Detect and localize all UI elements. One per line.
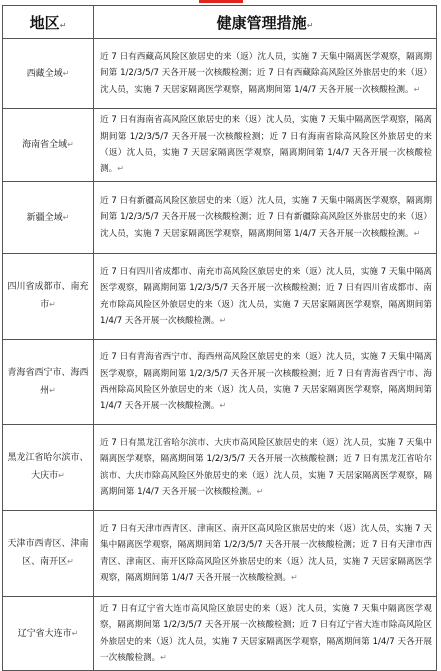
health-measures-table: [2, 5, 437, 671]
region-cell: 天津市西青区、津南区、南开区↵: [3, 511, 94, 597]
region-cell: 青海省西宁市、海西州↵: [3, 340, 94, 425]
region-column-header: 地区↵: [3, 6, 94, 39]
measures-cell: 近 7 日有四川省成都市、南充市高风险区旅居史的来（返）沈人员，实施 7 天集中隔离医学观察，隔离期间第 1/2/3/5/7 天各开展一次核酸检测；近 7 日有四川省成都市、南充市除高风险区外旅居史的来（返）沈人员，实施 7 天居家隔离医学观察，隔离期间第 1/4/7 天各开展一次核酸检测。↵: [94, 254, 437, 340]
measures-cell: 近 7 日有新疆高风险区旅居史的来（返）沈人员，实施 7 天集中隔离医学观察，隔离期间第 1/2/3/5/7 天各开展一次核酸检测；近 7 日有新疆除高风险区外旅居史的来（返）沈人员，实施 7 天居家隔离医学观察，隔离期间第 1/4/7 天各开展一次核酸检测。↵: [94, 182, 437, 254]
table-row: [3, 340, 437, 425]
measures-cell: 近 7 日有天津市西青区、津南区、南开区高风险区旅居史的来（返）沈人员，实施 7 天集中隔离医学观察，隔离期间第 1/2/3/5/7 天各开展一次核酸检测；近 7 日有天津市西青区、津南区、南开区除高风险区外旅居史的来（返）沈人员，实施 7 天居家隔离医学观察，隔离期间第 1/4/7 天各开展一次核酸检测。↵: [94, 511, 437, 597]
table-row: [3, 182, 437, 254]
table-row: [3, 511, 437, 597]
measures-cell: 近 7 日有青海省西宁市、海西州高风险区旅居史的来（返）沈人员，实施 7 天集中隔离医学观察，隔离期间第 1/2/3/5/7 天各开展一次核酸检测；近 7 日有青海省西宁市、海西州除高风险区外旅居史的来（返）沈人员，实施 7 天居家隔离医学观察，隔离期间第 1/4/7 天各开展一次核酸检测。↵: [94, 340, 437, 425]
measures-cell: 近 7 日有黑龙江省哈尔滨市、大庆市高风险区旅居史的来（返）沈人员，实施 7 天集中隔离医学观察，隔离期间第 1/2/3/5/7 天各开展一次核酸检测；近 7 日有黑龙江省哈尔滨市、大庆市除高风险区外旅居史的来（返）沈人员，实施 7 天居家隔离医学观察，隔离期间第 1/4/7 天各开展一次核酸检测。↵: [94, 425, 437, 511]
table-row: [3, 254, 437, 340]
table-row: [3, 597, 437, 671]
region-cell: 四川省成都市、南充市↵: [3, 254, 94, 340]
measures-cell: 近 7 日有西藏高风险区旅居史的来（返）沈人员，实施 7 天集中隔离医学观察，隔离期间第 1/2/3/5/7 天各开展一次核酸检测；近 7 日有西藏除高风险区外旅居史的来（返）沈人员，实施 7 天居家隔离医学观察，隔离期间第 1/4/7 天各开展一次核酸检测。↵: [94, 39, 437, 109]
measures-cell: 近 7 日有辽宁省大连市高风险区旅居史的来（返）沈人员，实施 7 天集中隔离医学观察，隔离期间第 1/2/3/5/7 天各开展一次核酸检测；近 7 日有辽宁省大连市除高风险区外旅居史的来（返）沈人员，实施 7 天居家隔离医学观察，隔离期间第 1/4/7 天各开展一次核酸检测。↵: [94, 597, 437, 671]
measures-column-header: 健康管理措施↵: [94, 6, 437, 39]
region-cell: 海南省全域↵: [3, 109, 94, 182]
region-cell: 黑龙江省哈尔滨市、大庆市↵: [3, 425, 94, 511]
region-cell: 西藏全域↵: [3, 39, 94, 109]
measures-cell: 近 7 日有海南省高风险区旅居史的来（返）沈人员，实施 7 天集中隔离医学观察，隔离期间第 1/2/3/5/7 天各开展一次核酸检测；近 7 日有海南省除高风险区外旅居史的来（返）沈人员，实施 7 天居家隔离医学观察，隔离期间第 1/4/7 天各开展一次核酸检测。↵: [94, 109, 437, 182]
table-header-row: [3, 6, 437, 39]
table-row: [3, 109, 437, 182]
table-row: [3, 39, 437, 109]
region-cell: 辽宁省大连市↵: [3, 597, 94, 671]
top-accent-bar: [199, 0, 243, 3]
region-cell: 新疆全域↵: [3, 182, 94, 254]
table-row: [3, 425, 437, 511]
